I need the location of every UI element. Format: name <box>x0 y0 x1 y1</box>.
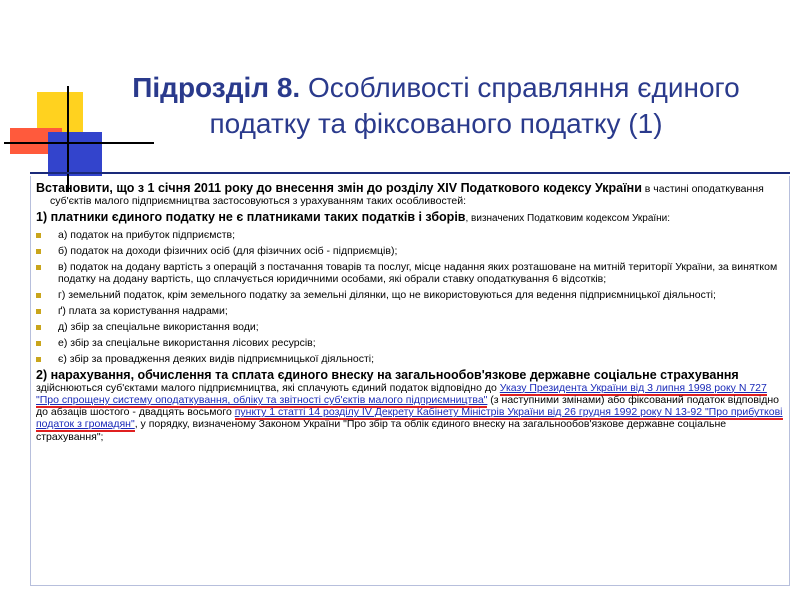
decree-727-link[interactable]: Указу Президента України від 3 липня 1998 року N 727 "Про спрощену систему оподаткування, обліку та звітності суб'єктів малого підприємництва" <box>36 381 767 407</box>
bullet-icon <box>36 357 41 362</box>
list-item: б) податок на доходи фізичних осіб (для фізичних осіб - підприємців); <box>36 245 784 257</box>
point-2-bold: 2) нарахування, обчислення та сплата єдиного внеску на загальнообов'язкове державне соціальне страхування <box>36 367 739 382</box>
intro-rest: в частині оподаткування суб'єктів малого підприємництва застосовуються з урахуванням таких особливостей: <box>50 183 764 208</box>
bullet-icon <box>36 265 41 270</box>
bullet-icon <box>36 249 41 254</box>
point-2 <box>36 369 784 443</box>
decree-13-92-link[interactable]: пункту 1 статті 14 розділу IV Декрету Кабінету Міністрів України від 26 грудня 1992 року N 13-92 "Про прибуткові податок з громадян" <box>36 406 783 431</box>
bullet-icon <box>36 293 41 298</box>
list-item: є) збір за провадження деяких видів підприємницької діяльності; <box>36 353 784 365</box>
point-1-bold: 1) платники єдиного податку не є платниками таких податків і зборів <box>36 210 466 225</box>
list-item: е) збір за спеціальне використання лісових ресурсів; <box>36 337 784 349</box>
list-item: ґ) плата за користування надрами; <box>36 305 784 317</box>
point-2-text-1: здійснюються суб'єктами малого підприємництва, які сплачують єдиний податок відповідно до <box>36 381 500 394</box>
slide-title-rest: Особливості справляння єдиного податку та фіксованого податку (1) <box>209 72 740 139</box>
slide-title-bold: Підрозділ 8. <box>132 72 301 103</box>
bullet-icon <box>36 341 41 346</box>
list-item: а) податок на прибуток підприємств; <box>36 229 784 241</box>
decor-horizontal-line <box>4 142 154 144</box>
point-2-text-3: , у порядку, визначеному Законом України "Про збір та облік єдиного внеску на загальнообов'язкове державне соціальне страхування"; <box>36 418 727 443</box>
tax-exemptions-list <box>36 229 784 365</box>
list-item: д) збір за спеціальне використання води; <box>36 321 784 333</box>
list-item: в) податок на додану вартість з операцій з постачання товарів та послуг, місце надання яких розташоване на митній території України, за винятком податку на додану вартість, що сплачується юридичними особами, які обрали ставку оподаткування 6 відсотків; <box>36 261 784 285</box>
intro-bold: Встановити, що з 1 січня 2011 року до внесення змін до розділу XIV Податкового кодексу України <box>36 181 642 195</box>
list-item: г) земельний податок, крім земельного податку за земельні ділянки, що не використовуються для ведення підприємницької діяльності; <box>36 289 784 301</box>
slide-title <box>80 70 792 142</box>
slide-content <box>36 181 784 443</box>
bullet-icon <box>36 233 41 238</box>
bullet-icon <box>36 309 41 314</box>
point-2-text-2: (з наступними змінами) або фіксований податок відповідно до абзаців шостого - двадцять восьмого <box>36 394 780 419</box>
title-divider <box>30 172 790 174</box>
intro-paragraph <box>36 181 784 207</box>
bullet-icon <box>36 325 41 330</box>
point-1 <box>36 211 784 225</box>
point-1-rest: , визначених Податковим кодексом України: <box>465 213 671 225</box>
